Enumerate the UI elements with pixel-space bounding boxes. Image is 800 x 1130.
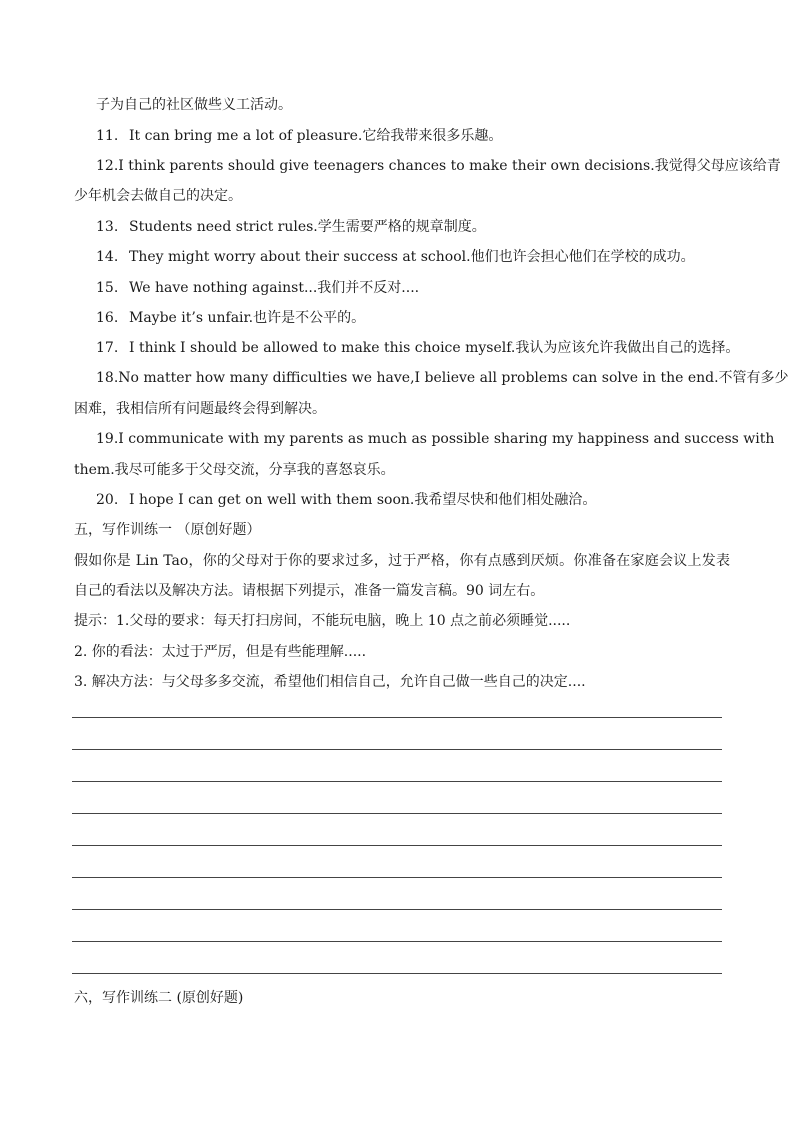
sentence-number: 12. [96, 158, 119, 174]
sentence-item [96, 156, 781, 176]
writing-hint: 2. 你的看法：太过于严厉，但是有些能理解..... [74, 644, 367, 660]
sentence-number: 19. [96, 431, 119, 447]
answer-line[interactable] [72, 781, 722, 782]
answer-line[interactable] [72, 813, 722, 814]
sentence-text: It can bring me a lot of pleasure.它给我带来很多乐趣。 [129, 128, 503, 144]
answer-line[interactable] [72, 717, 722, 718]
answer-line[interactable] [72, 909, 722, 910]
writing-prompt: 自己的看法以及解决方法。请根据下列提示，准备一篇发言稿。90 词左右。 [74, 583, 545, 599]
sentence-number: 16. [96, 310, 119, 326]
writing-hint: 提示：1.父母的要求：每天打扫房间，不能玩电脑，晚上 10 点之前必须睡觉..... [74, 613, 571, 629]
sentence-item [96, 308, 728, 328]
sentence-text: No matter how many difficulties we have,I believe all problems can solve in the end.不管有多少 [118, 370, 789, 386]
sentence-continuation: 少年机会去做自己的决定。 [74, 188, 242, 204]
section-heading: 五，写作训练一 （原创好题） [74, 522, 261, 538]
sentence-text: I hope I can get on well with them soon.我希望尽快和他们相处融洽。 [129, 492, 597, 508]
answer-line[interactable] [72, 973, 722, 974]
sentence-number: 14. [96, 249, 119, 265]
sentence-item [96, 278, 728, 298]
sentence-item [96, 217, 728, 237]
sentence-number: 15. [96, 280, 119, 296]
sentence-text: We have nothing against...我们并不反对.... [129, 280, 420, 296]
section-heading: 六，写作训练二 (原创好题) [74, 990, 244, 1006]
sentence-item [96, 490, 728, 510]
sentence-number: 17. [96, 340, 119, 356]
sentence-item [96, 338, 740, 358]
answer-line[interactable] [72, 845, 722, 846]
sentence-text: They might worry about their success at school.他们也许会担心他们在学校的成功。 [129, 249, 695, 265]
sentence-item [96, 429, 775, 449]
sentence-number: 18. [96, 370, 119, 386]
writing-prompt: 假如你是 Lin Tao，你的父母对于你的要求过多，过于严格，你有点感到厌烦。你准备在家庭会议上发表 [74, 553, 730, 569]
sentence-item [96, 247, 728, 267]
sentence-number: 13. [96, 219, 119, 235]
sentence-continuation: 困难，我相信所有问题最终会得到解决。 [74, 401, 326, 417]
sentence-number: 11. [96, 128, 119, 144]
sentence-text: I communicate with my parents as much as possible sharing my happiness and success with [118, 431, 775, 447]
sentence-text: I think I should be allowed to make this choice myself.我认为应该允许我做出自己的选择。 [129, 340, 740, 356]
sentence-text: Students need strict rules.学生需要严格的规章制度。 [129, 219, 486, 235]
answer-line[interactable] [72, 877, 722, 878]
continuation-text: 子为自己的社区做些义工活动。 [96, 97, 292, 113]
sentence-item [96, 368, 789, 388]
answer-line[interactable] [72, 749, 722, 750]
sentence-text: Maybe it’s unfair.也许是不公平的。 [129, 310, 366, 326]
answer-line[interactable] [72, 941, 722, 942]
sentence-continuation: them.我尽可能多于父母交流，分享我的喜怒哀乐。 [74, 462, 395, 478]
writing-hint: 3. 解决方法：与父母多多交流，希望他们相信自己，允许自己做一些自己的决定.... [74, 674, 586, 690]
sentence-text: I think parents should give teenagers chances to make their own decisions.我觉得父母应该给青 [118, 158, 781, 174]
sentence-item [96, 126, 728, 146]
sentence-number: 20. [96, 492, 119, 508]
